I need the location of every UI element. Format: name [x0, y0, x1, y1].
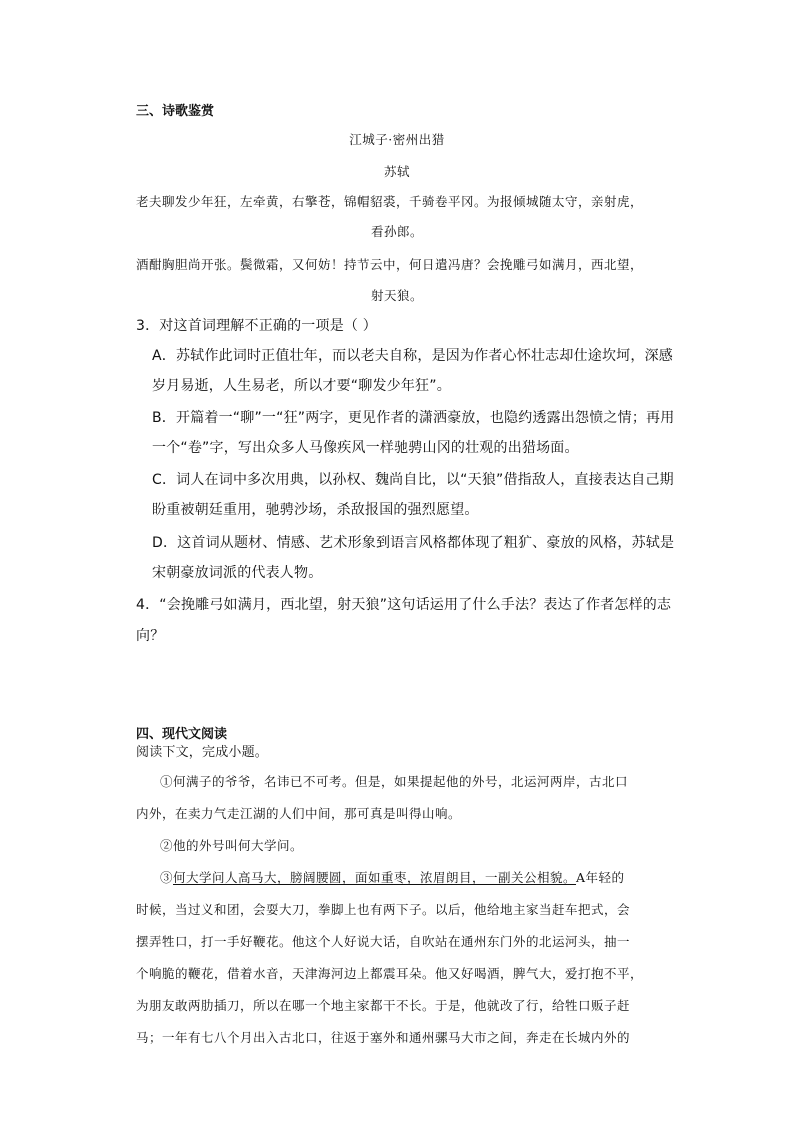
option-b: B．开篇着一“聊”一“狂”两字，更见作者的潇洒豪放，也隐约透露出怨愤之情；再用	[152, 410, 675, 426]
paragraph-3-cont: 个响脆的鞭花，借着水音，天津海河边上都震耳朵。他又好喝酒，脾气大，爱打抱不平，	[136, 966, 644, 981]
paragraph-3-cont: 摆弄牲口，打一手好鞭花。他这个人好说大话，自吹站在通州东门外的北运河头，抽一	[136, 934, 631, 949]
option-b-cont: 一个“卷”字，写出众多人马像疾风一样驰骋山冈的壮观的出猎场面。	[152, 440, 579, 456]
section-heading-modern-reading: 四、现代文阅读	[136, 727, 228, 742]
paragraph-3-cont: 马；一年有七八个月出入古北口，往返于塞外和通州骡马大市之间，奔走在长城内外的	[136, 1030, 631, 1045]
poem-title: 江城子·密州出猎	[349, 132, 445, 147]
reading-instruction: 阅读下文，完成小题。	[136, 745, 269, 760]
paragraph-1-cont: 内外，在卖力气走江湖的人们中间，那可真是叫得山响。	[136, 806, 462, 821]
paragraph-1: ①何满子的爷爷，名讳已不可考。但是，如果提起他的外号，北运河两岸，古北口	[160, 774, 629, 789]
option-a-cont: 岁月易逝，人生易老，所以才要“聊发少年狂”。	[152, 378, 451, 394]
paragraph-3-cont: 时候，当过义和团，会耍大刀，拳脚上也有两下子。以后，他给地主家当赶车把式，会	[136, 902, 631, 917]
question-4-cont: 向？	[136, 628, 165, 644]
poem-line: 看孙郎。	[370, 224, 423, 239]
paragraph-3	[160, 869, 625, 887]
section-heading-poetry: 三、诗歌鉴赏	[136, 104, 215, 119]
option-a: A．苏轼作此词时正值壮年，而以老夫自称，是因为作者心怀壮志却仕途坎坷，深感	[152, 348, 673, 364]
underlined-sentence: 何大学问人高马大，膀阔腰圆，面如重枣，浓眉朗目，一副关公相貌。	[173, 870, 577, 885]
option-c: C．词人在词中多次用典，以孙权、魏尚自比，以“天狼”借指敌人，直接表达自己期	[152, 472, 674, 488]
question-3-stem: 3．对这首词理解不正确的一项是（ ）	[136, 318, 377, 334]
poem-author: 苏轼	[383, 164, 410, 179]
question-4: 4．“会挽雕弓如满月，西北望，射天狼”这句话运用了什么手法？表达了作者怎样的志	[136, 597, 672, 613]
poem-line: 酒酣胸胆尚开张。鬓微霜，又何妨！持节云中，何日遣冯唐？会挽雕弓如满月，西北望，	[136, 257, 644, 272]
option-c-cont: 盼重被朝廷重用，驰骋沙场，杀敌报国的强烈愿望。	[152, 502, 479, 518]
option-d: D．这首词从题材、情感、艺术形象到语言风格都体现了粗犷、豪放的风格，苏轼是	[152, 535, 675, 551]
paragraph-2: ②他的外号叫何大学问。	[160, 838, 304, 853]
paragraph-3-tail: A年轻的	[576, 870, 625, 885]
option-d-cont: 宋朝豪放词派的代表人物。	[152, 565, 323, 581]
paragraph-3-cont: 为朋友敢两肋插刀，所以在哪一个地主家都干不长。于是，他就改了行，给牲口贩子赶	[136, 998, 631, 1013]
paragraph-marker: ③	[160, 870, 174, 885]
poem-line: 射天狼。	[370, 288, 423, 303]
poem-line: 老夫聊发少年狂，左牵黄，右擎苍，锦帽貂裘，千骑卷平冈。为报倾城随太守，亲射虎，	[136, 194, 644, 209]
